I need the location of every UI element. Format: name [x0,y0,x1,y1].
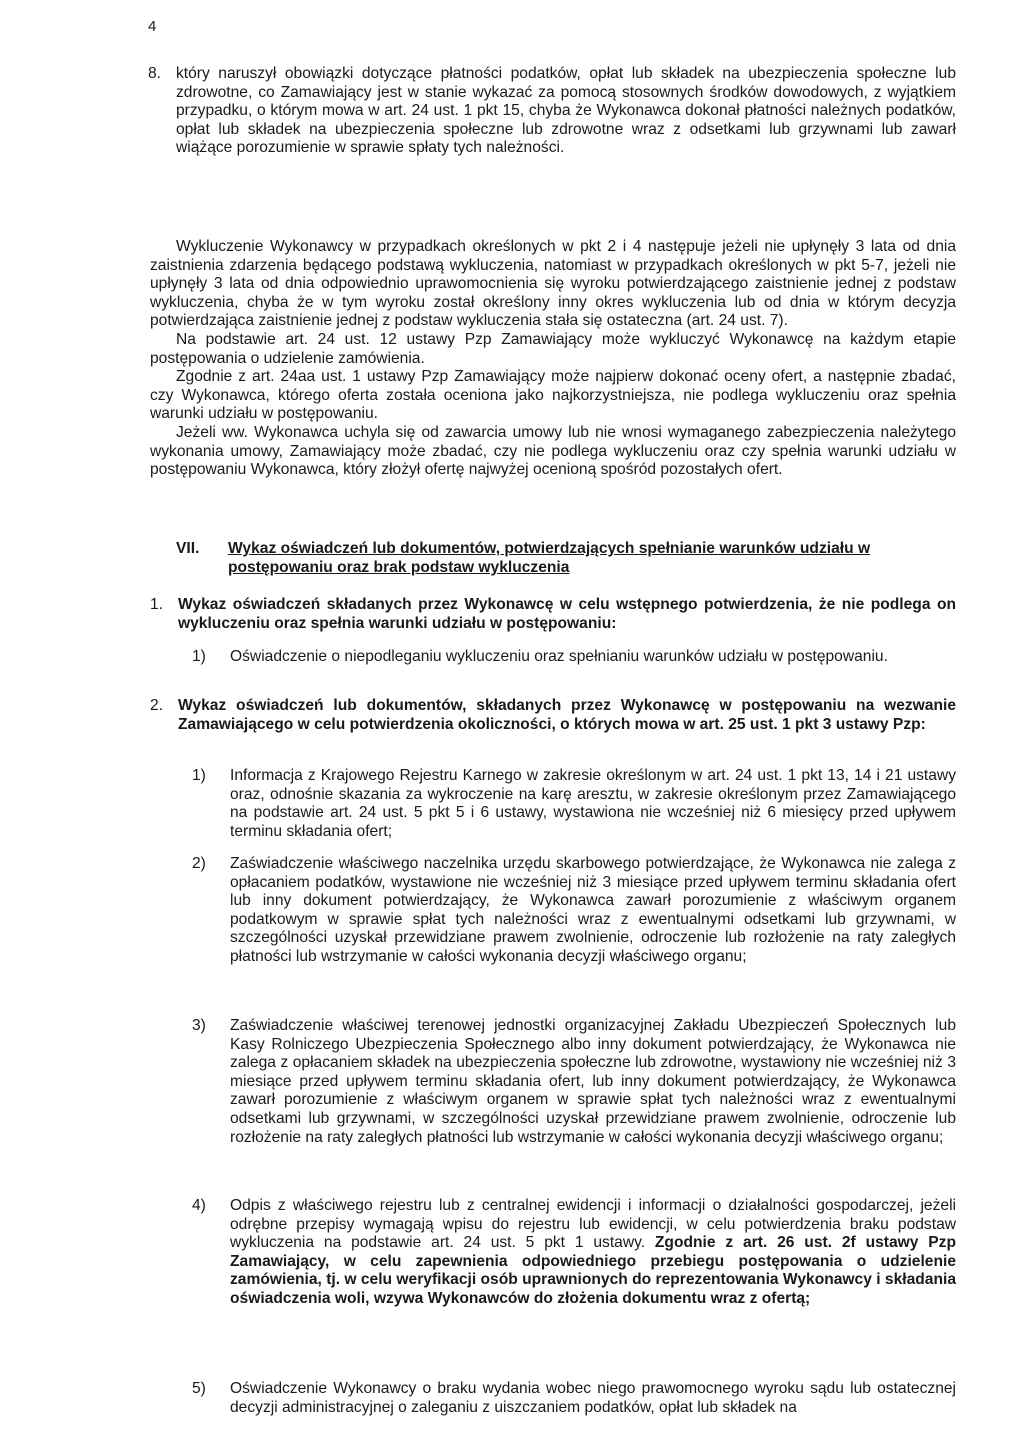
list-heading-2 [150,697,956,734]
list-item-8 [148,65,956,158]
paragraph-refusal: Jeżeli ww. Wykonawca uchyla się od zawarcia umowy lub nie wnosi wymaganego zabezpieczenia należytego wykonania umowy, Zamawiający może zbadać, czy nie podlega wykluczeniu oraz czy spełnia warunki udziału w postępowaniu Wykonawca, który złożył ofertę najwyżej ocenioną spośród pozostałych ofert. [150,423,956,479]
sub-item [192,767,956,841]
sub-item-text [230,1197,956,1309]
heading-number: 2. [150,697,164,714]
sub-item-text-plain: Odpis z właściwego rejestru lub z centralnej ewidencji i informacji o działalności gospodarczej, jeżeli odrębne przepisy wymagają wpisu do rejestru lub ewidencji, w celu potwierdzenia braku podstaw wykluczenia na podstawie art. 24 ust. 5 pkt 1 ustawy. [230,1197,956,1252]
sub-item [192,1197,956,1309]
item-text: który naruszył obowiązki dotyczące płatności podatków, opłat lub składek na ubezpieczenia społeczne lub zdrowotne, co Zamawiający jest w stanie wykazać za pomocą stosownych środków dowodowych, z wyjątkiem przypadku, o którym mowa w art. 24 ust. 1 pkt 15, chyba że Wykonawca dokonał płatności należnych podatków, opłat lub składek na ubezpieczenia społeczne lub zdrowotne wraz z odsetkami lub grzywnami lub zawarł wiążące porozumienie w sprawie spłaty tych należności. [176,65,956,157]
sub-item-text: Oświadczenie Wykonawcy o braku wydania wobec niego prawomocnego wyroku sądu lub ostatecznej decyzji administracyjnej o zaleganiu z uiszczaniem podatków, opłat lub składek na [230,1380,956,1416]
sub-item-number: 2) [192,855,206,872]
sub-item-number: 1) [192,767,206,784]
paragraph-exclusion-period: Wykluczenie Wykonawcy w przypadkach określonych w pkt 2 i 4 następuje jeżeli nie upłynęły 3 lata od dnia zaistnienia zdarzenia będącego podstawą wykluczenia, natomiast w przypadkach określonych w pkt 5-7, jeżeli nie upłynęły 3 lata od dnia odpowiednio uprawomocnienia się wyroku potwierdzającego zaistnienie jednej z podstaw wykluczenia, chyba że w tym wyroku został określony inny okres wykluczenia lub od dnia w którym decyzja potwierdzająca zaistnienie jednej z podstaw wykluczenia stała się ostateczna (art. 24 ust. 7). [150,238,956,330]
sub-item [192,648,956,667]
paragraph-group [150,238,956,480]
section-heading [176,540,956,577]
sub-item-number: 4) [192,1197,206,1214]
heading-number: 1. [150,596,164,613]
section-title: Wykaz oświadczeń lub dokumentów, potwierdzających spełnianie warunków udziału w postępowaniu oraz brak podstaw wykluczenia [228,540,871,576]
sub-item-number: 5) [192,1380,206,1397]
page-number: 4 [148,18,157,35]
sub-item-text: Informacja z Krajowego Rejestru Karnego w zakresie określonym w art. 24 ust. 1 pkt 13, 14 i 21 ustawy oraz, odnośnie skazania za wykroczenie na karę aresztu, w zakresie określonym przez Zamawiającego na podstawie art. 24 ust. 5 pkt 5 i 6 ustawy, wystawiona nie wcześniej niż 6 miesięcy przed upływem terminu składania ofert; [230,767,956,840]
sub-item-text: Zaświadczenie właściwej terenowej jednostki organizacyjnej Zakładu Ubezpieczeń Społecznych lub Kasy Rolniczego Ubezpieczenia Społecznego albo inny dokument potwierdzający, że Wykonawca nie zalega z opłacaniem składek na ubezpieczenia społeczne lub zdrowotne, wystawiony nie wcześniej niż 3 miesiące przed upływem terminu składania ofert, lub inny dokument potwierdzający, że Wykonawca zawarł porozumienie z właściwym organem w sprawie spłat tych należności wraz z ewentualnymi odsetkami lub grzywnami, w szczególności uzyskał przewidziane prawem zwolnienie, odroczenie lub rozłożenie na raty zaległych płatności lub wstrzymanie w całości wykonania decyzji właściwego organu; [230,1017,956,1146]
paragraph-art-24aa: Zgodnie z art. 24aa ust. 1 ustawy Pzp Zamawiający może najpierw dokonać oceny ofert, a następnie zbadać, czy Wykonawca, którego oferta została oceniona jako najkorzystniejsza, nie podlega wykluczeniu oraz spełnia warunki udziału w postępowaniu. [150,368,956,423]
sub-item-number: 1) [192,648,206,665]
sub-item-number: 3) [192,1017,206,1034]
sub-item [192,855,956,967]
list-heading-1 [150,596,956,633]
section-number: VII. [176,540,200,557]
item-number: 8. [148,65,162,82]
heading-text: Wykaz oświadczeń lub dokumentów, składanych przez Wykonawcę w postępowaniu na wezwanie Zamawiającego w celu potwierdzenia okoliczności, o których mowa w art. 25 ust. 1 pkt 3 ustawy Pzp: [178,697,956,733]
heading-text: Wykaz oświadczeń składanych przez Wykonawcę w celu wstępnego potwierdzenia, że nie podlega on wykluczeniu oraz spełnia warunki udziału w postępowaniu: [178,596,956,632]
sub-item [192,1380,956,1417]
sub-item [192,1017,956,1147]
paragraph-art-24-12: Na podstawie art. 24 ust. 12 ustawy Pzp Zamawiający może wykluczyć Wykonawcę na każdym etapie postępowania o udzielenie zamówienia. [150,330,956,367]
sub-item-text-bold: Zgodnie z art. 26 ust. 2f ustawy Pzp Zamawiający, w celu zapewnienia odpowiedniego przebiegu postępowania o udzielenie zamówienia, tj. w celu weryfikacji osób uprawnionych do reprezentowania Wykonawcy i składania oświadczenia woli, wzywa Wykonawców do złożenia dokumentu wraz z ofertą; [230,1234,957,1307]
sub-item-text: Zaświadczenie właściwego naczelnika urzędu skarbowego potwierdzające, że Wykonawca nie zalega z opłacaniem podatków, wystawione nie wcześniej niż 3 miesiące przed upływem terminu składania ofert lub inny dokument potwierdzający, że Wykonawca zawarł porozumienie z właściwym organem podatkowym w sprawie spłat tych należności wraz z ewentualnymi odsetkami lub grzywnami, w szczególności uzyskał przewidziane prawem zwolnienie, odroczenie lub rozłożenie na raty zaległych płatności lub wstrzymanie w całości wykonania decyzji właściwego organu; [230,855,956,965]
sub-item-text: Oświadczenie o niepodleganiu wykluczeniu oraz spełnianiu warunków udziału w postępowaniu. [230,648,888,665]
